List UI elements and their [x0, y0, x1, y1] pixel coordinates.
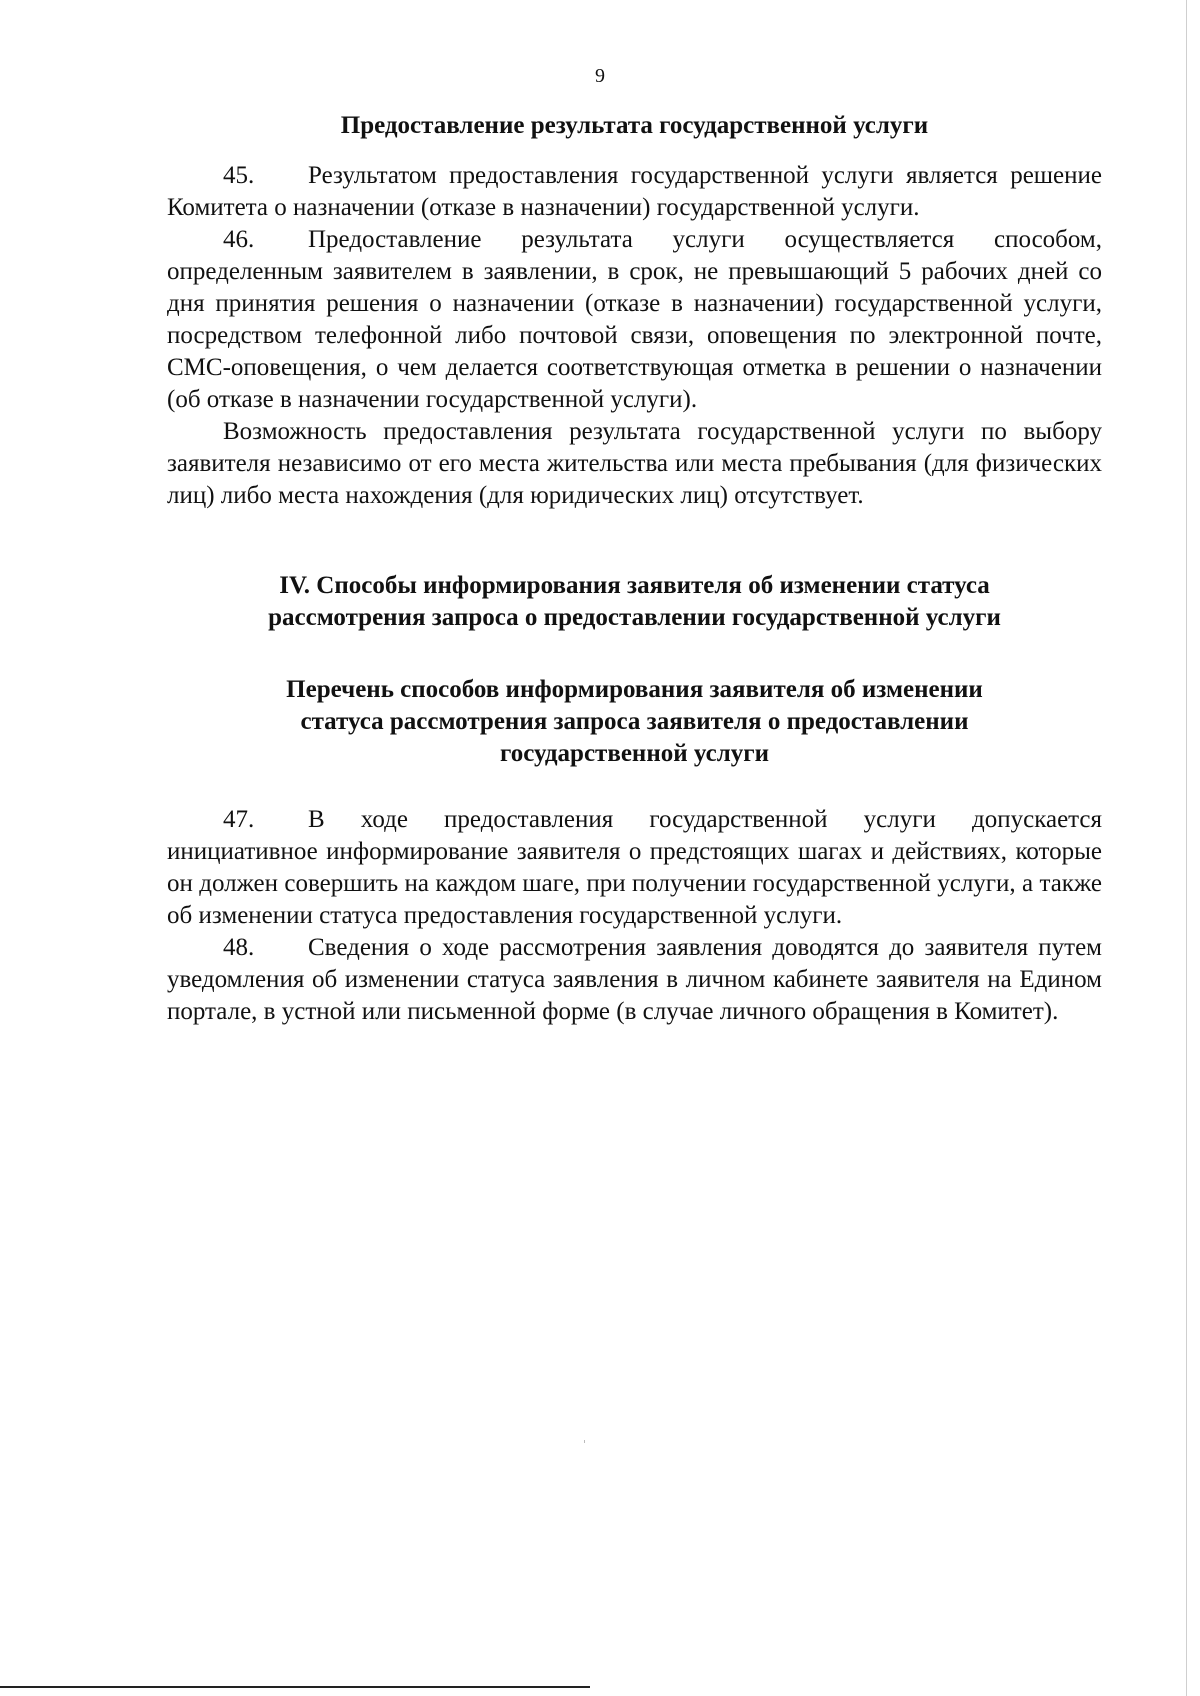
- paragraph-text: В ходе предоставления государственной услуги допускается инициативное информирование заявителя о предстоящих шагах и действиях, которые он должен совершить на каждом шаге, при получении государственной услуги, а также об изменении статуса предоставления государственной услуги.: [167, 806, 1102, 929]
- paragraph-text: Результатом предоставления государственной услуги является решение Комитета о назначении (отказе в назначении) государственной услуги.: [167, 162, 1102, 221]
- scan-bottom-line: [0, 1686, 590, 1688]
- page-number: 9: [595, 65, 605, 87]
- subsection-heading: [167, 674, 1102, 770]
- paragraph-text: Предоставление результата услуги осуществляется способом, определенным заявителем в заявлении, в срок, не превышающий 5 рабочих дней со дня принятия решения о назначении (отказе в назначении) государственной услуги, посредством телефонной либо почтовой связи, оповещения по электронной почте, СМС-оповещения, о чем делается соответствующая отметка в решении о назначении (об отказе в назначении государственной услуги).: [167, 226, 1102, 413]
- chapter-heading: [167, 570, 1102, 634]
- scan-artifact: [584, 1440, 585, 1443]
- subsection-heading-line: Перечень способов информирования заявителя об изменении: [286, 676, 983, 703]
- scan-edge-line: [1186, 0, 1187, 1696]
- paragraph-45: [167, 160, 1102, 224]
- paragraph-text: Сведения о ходе рассмотрения заявления доводятся до заявителя путем уведомления об изменении статуса заявления в личном кабинете заявителя на Едином портале, в устной или письменной форме (в случае личного обращения в Комитет).: [167, 934, 1102, 1025]
- section-heading-result: Предоставление результата государственной услуги: [340, 112, 929, 139]
- paragraph-number: 47.: [223, 806, 255, 833]
- paragraph-number: 48.: [223, 934, 255, 961]
- subsection-heading-line: статуса рассмотрения запроса заявителя о предоставлении: [300, 708, 969, 735]
- paragraph-number: 46.: [223, 226, 255, 253]
- paragraph-46-continuation: Возможность предоставления результата государственной услуги по выбору заявителя независимо от его места жительства или места пребывания (для физических лиц) либо места нахождения (для юридических лиц) отсутствует.: [167, 418, 1102, 509]
- chapter-heading-line: IV. Способы информирования заявителя об изменении статуса: [279, 572, 990, 599]
- paragraph-46: [167, 224, 1102, 416]
- paragraph-48: [167, 932, 1102, 1028]
- paragraph-number: 45.: [223, 162, 255, 189]
- subsection-heading-line: государственной услуги: [499, 740, 770, 767]
- paragraph-47: [167, 804, 1102, 932]
- chapter-heading-line: рассмотрения запроса о предоставлении государственной услуги: [268, 604, 1001, 631]
- document-body: [167, 110, 1102, 1028]
